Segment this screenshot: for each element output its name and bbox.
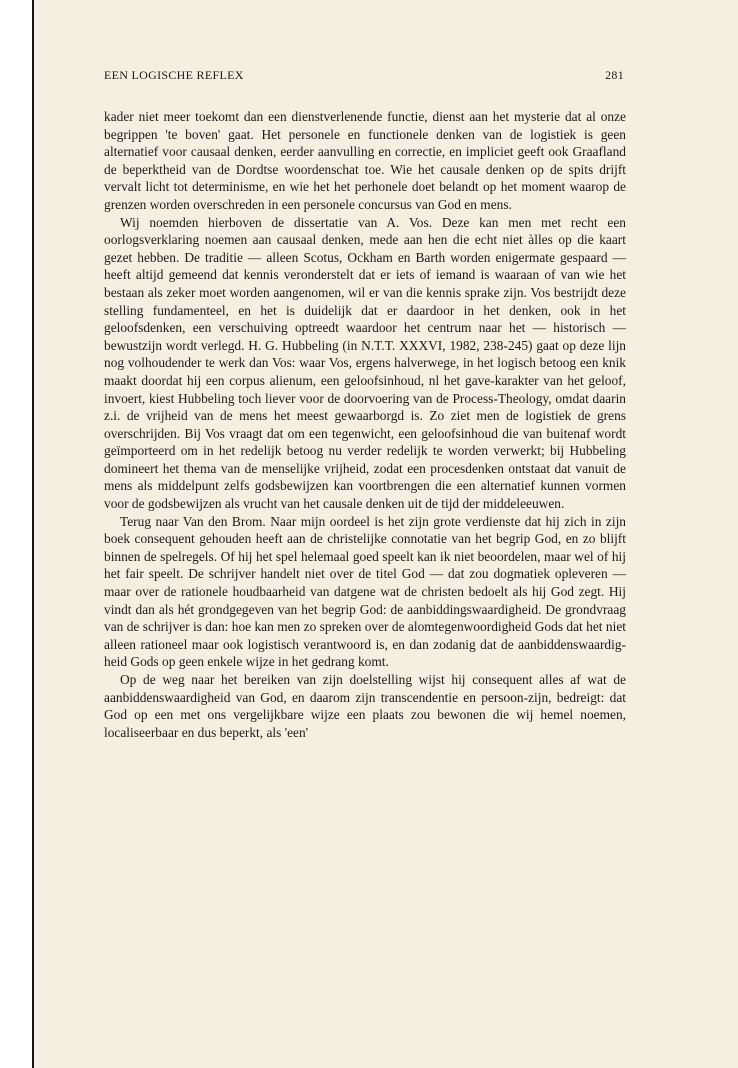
- body-text: [104, 108, 626, 741]
- paragraph-3: Terug naar Van den Brom. Naar mijn oordeel is het zijn grote verdienste dat hij zich in zijn boek consequent gehouden heeft aan de christelijke connotatie van het begrip God, en zo blijft binnen de spelregels. Of hij het spel helemaal goed speelt kan ik niet beoordelen, maar wel of hij het fair speelt. De schrijver handelt niet over de titel God — dat zou dogmatiek opleveren — maar over de rationele houdbaarheid van datgene wat de christen bedoelt als hij God zegt. Hij vindt dan als hét grondgegeven van het begrip God: de aanbiddingswaardigheid. De grondvraag van de schrijver is dan: hoe kan men zo spreken over de alomtegenwoordigheid Gods dat het niet alleen rationeel maar ook logistisch verantwoord is, en dan zodanig dat de aanbiddenswaardigheid Gods op geen enkele wijze in het gedrang komt.: [104, 513, 626, 670]
- paragraph-2: Wij noemden hierboven de dissertatie van A. Vos. Deze kan men met recht een oorlogsverklaring noemen aan causaal denken, mede aan hen die echt niet àlles op die kaart gezet hebben. De traditie — alleen Scotus, Ockham en Barth worden enigermate gespaard — heeft altijd gemeend dat kennis veronderstelt dat er iets of iemand is waaraan of van wie het bestaan als zeker moet worden aangenomen, wil er van die kennis sprake zijn. Vos bestrijdt deze stelling fundamenteel, en het is duidelijk dat er daardoor in het denken, ook in het geloofsdenken, een verschuiving optreedt waardoor het centrum naar het — historisch — bewustzijn wordt verlegd. H. G. Hubbeling (in N.T.T. XXXVI, 1982, 238-245) gaat op deze lijn nog volhoudender te werk dan Vos: waar Vos, ergens halverwege, in het logisch betoog een knik maakt doordat hij een corpus alienum, een geloofsinhoud, nl het gave-karakter van het geloof, invoert, kiest Hubbeling toch liever voor de doorvoering van de Process-Theology, omdat daarin z.i. de vrijheid van de mens het meest gewaarborgd is. Zo ziet men de logistiek de grens overschrijden. Bij Vos vraagt dat om een tegenwicht, een geloofsinhoud die van buitenaf wordt geïmporteerd om in het redelijk betoog nu verder redelijk te worden verwerkt; bij Hubbeling domineert het thema van de menselijke vrijheid, zodat een procesdenken ontstaat dat vanuit de mens als middelpunt zelfs godsbewijzen kan voortbrengen die een alternatief kunnen vormen voor de godsbewijzen als vrucht van het causale denken uit de tijd der middeleeuwen.: [104, 214, 626, 512]
- page-margin-white: [0, 0, 32, 1068]
- paragraph-1: kader niet meer toekomt dan een dienstverlenende functie, dienst aan het mysterie dat al onze begrippen 'te boven' gaat. Het personele en functionele denken van de logistiek is geen alternatief voor causaal denken, eerder aanvulling en correctie, en impliciet geeft ook Graafland de beperktheid van de Dordtse woordenschat toe. Wie het causale denken op de spits drijft vervalt licht tot determinisme, en wie het het perhonele doet belandt op het moment waarop de grenzen worden overschreden in een personele concursus van God en mens.: [104, 109, 626, 212]
- paragraph-4: Op de weg naar het bereiken van zijn doelstelling wijst hij consequent alles af wat de aanbiddenswaardigheid van God, en daarom zijn transcendentie en persoon-zijn, bedreigt: dat God op een met ons vergelijkbare wijze een plaats zou bewonen die wij hemel noemen, localiseerbaar en dus beperkt, als 'een': [104, 672, 626, 740]
- running-title: EEN LOGISCHE REFLEX: [104, 68, 244, 82]
- page-edge-line: [32, 0, 34, 1068]
- running-header: [104, 68, 624, 84]
- page-number: 281: [605, 68, 624, 82]
